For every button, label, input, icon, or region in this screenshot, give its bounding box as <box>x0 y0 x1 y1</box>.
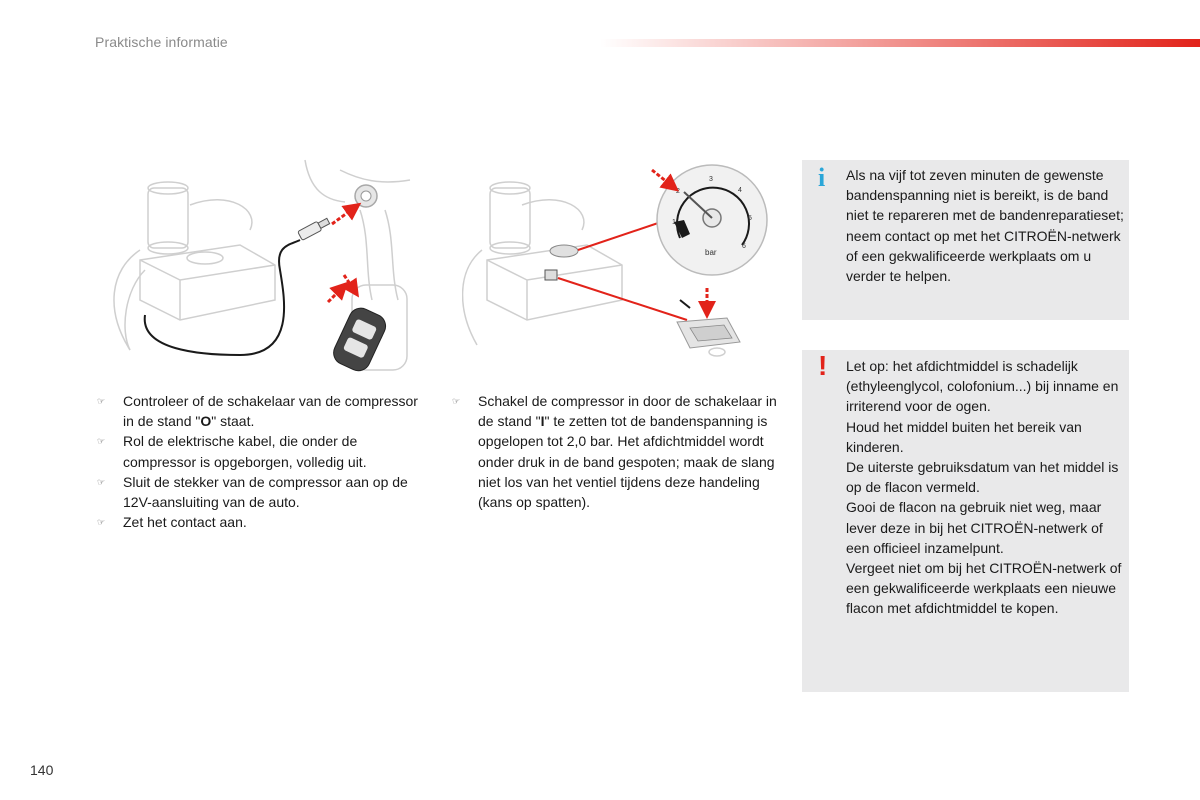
gauge-tick-6: 6 <box>742 243 746 250</box>
pointing-hand-icon: ☞ <box>452 396 461 406</box>
pointing-hand-icon: ☞ <box>97 436 106 447</box>
compressor-connection-illustration <box>110 150 430 375</box>
gauge-tick-4: 4 <box>738 187 742 194</box>
info-note-text: Als na vijf tot zeven minuten de gewenste bandenspanning niet is bereikt, is de band niet te repareren met de bandenreparatieset; neem contact op met het CITROËN-netwerk of een gekwalificeerde werkplaats om u verder te helpen. <box>846 167 1124 285</box>
warning-note-box <box>802 350 1129 692</box>
warning-paragraph: Houd het middel buiten het bereik van kinderen. <box>846 418 1082 455</box>
switch-callout <box>677 318 740 348</box>
gauge-tick-1: 1 <box>672 219 676 226</box>
gauge-tick-3: 3 <box>709 176 713 183</box>
gauge-unit-label: bar <box>705 248 717 257</box>
compressor-gauge-illustration <box>462 150 780 375</box>
steps-list-right <box>450 391 780 512</box>
list-item: ☞ Sluit de stekker van de compressor aan op de 12V-aansluiting van de auto. <box>97 473 408 511</box>
page-section-title: Praktische informatie <box>95 34 228 50</box>
warning-paragraph: Let op: het afdichtmiddel is schadelijk (ethyleenglycol, colofonium...) bij inname en irriterend voor de ogen. <box>846 358 1119 415</box>
warning-note-text <box>846 356 1128 619</box>
warning-paragraph: Gooi de flacon na gebruik niet weg, maar lever deze in bij het CITROËN-netwerk of een officieel inzamelpunt. <box>846 499 1103 556</box>
pressure-gauge <box>657 165 767 275</box>
gauge-tick-5: 5 <box>748 215 752 222</box>
list-item: ☞ Zet het contact aan. <box>95 512 425 532</box>
pointing-hand-icon: ☞ <box>97 517 106 528</box>
page-number: 140 <box>30 762 54 778</box>
list-item: ☞ Controleer of de schakelaar van de compressor in de stand "O" staat. <box>97 393 418 430</box>
pointing-hand-icon: ☞ <box>97 476 106 487</box>
warning-paragraph: De uiterste gebruiksdatum van het middel is op de flacon vermeld. <box>846 459 1119 496</box>
info-note-box <box>802 160 1129 320</box>
pointing-hand-icon: ☞ <box>97 396 106 406</box>
header-accent-bar <box>600 39 1200 47</box>
warning-paragraph: Vergeet niet om bij het CITROËN-netwerk of een gekwalificeerde werkplaats een nieuwe flacon met afdichtmiddel te kopen. <box>846 560 1122 617</box>
list-item: ☞ Rol de elektrische kabel, die onder de compressor is opgeborgen, volledig uit. <box>97 433 367 470</box>
info-icon: i <box>818 163 826 192</box>
list-item: ☞ Schakel de compressor in door de schakelaar in de stand "I" te zetten tot de bandenspanning is opgelopen tot 2,0 bar. Het afdichtmiddel wordt onder druk in de band gespoten; maak de slang niet los van het ventiel tijdens deze handeling (kans op spatten). <box>452 393 777 511</box>
warning-icon: ! <box>818 350 828 381</box>
gauge-tick-2: 2 <box>676 188 680 195</box>
steps-list-left <box>95 391 425 532</box>
